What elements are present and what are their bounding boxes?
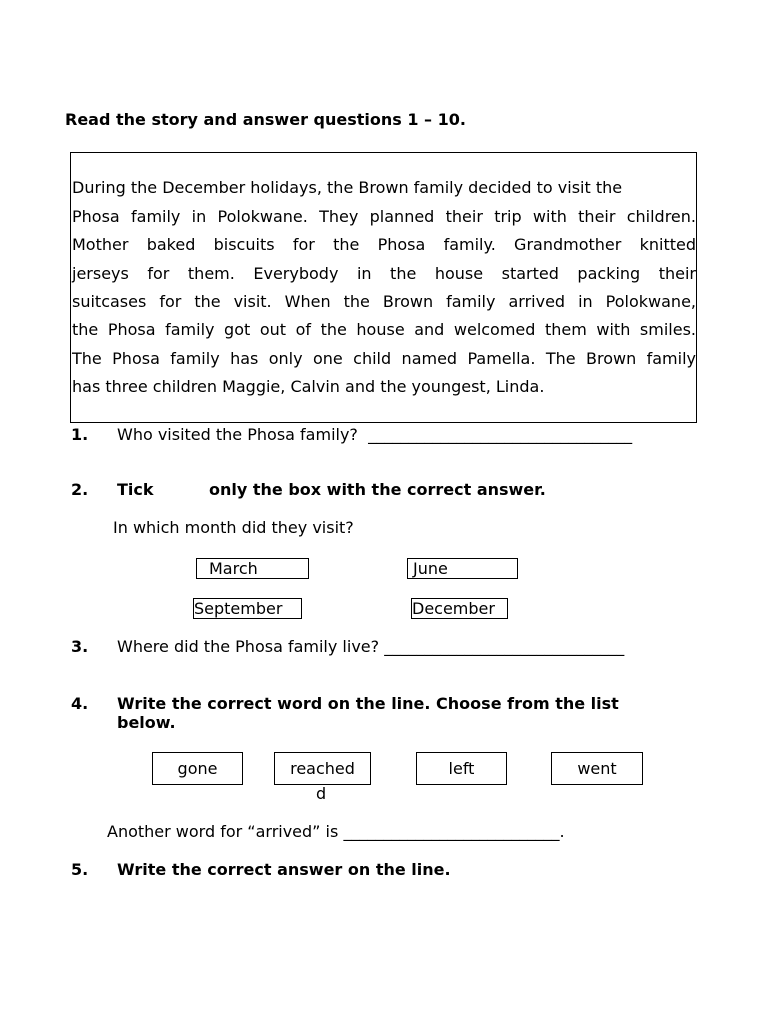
answer-line[interactable]: _________________________________	[368, 425, 633, 444]
question-number: 4.	[71, 694, 89, 713]
question-text: Who visited the Phosa family?	[117, 425, 358, 444]
question-4-instruction-line1: Write the correct word on the line. Choose from the list	[117, 694, 619, 713]
answer-line[interactable]: ______________________________	[384, 637, 625, 656]
tick-word: Tick	[117, 480, 154, 499]
question-5-instruction: Write the correct answer on the line.	[117, 860, 451, 879]
story-line: During the December holidays, the Brown family decided to visit the	[72, 178, 623, 197]
word-gone-box[interactable]: gone	[152, 752, 243, 785]
story-line: the Phosa family got out of the house and welcomed them with smiles.	[72, 320, 696, 339]
story-line: jerseys for them. Everybody in the house started packing their	[72, 264, 696, 283]
question-4-sentence	[107, 822, 565, 841]
question-number: 2.	[71, 480, 89, 499]
answer-line[interactable]: ___________________________.	[343, 822, 565, 841]
question-3-text	[117, 637, 624, 656]
question-2-instruction: only the box with the correct answer.	[209, 480, 546, 499]
story-line: has three children Maggie, Calvin and the youngest, Linda.	[72, 377, 545, 396]
instruction-heading: Read the story and answer questions 1 – 10.	[65, 110, 466, 129]
question-text: Where did the Phosa family live?	[117, 637, 380, 656]
sentence-prefix: Another word for “arrived” is	[107, 822, 339, 841]
option-june-box[interactable]: June	[407, 558, 518, 579]
word-left-box[interactable]: left	[416, 752, 507, 785]
story-line: Mother baked biscuits for the Phosa family. Grandmother knitted	[72, 235, 696, 254]
word-overflow-letter: d	[316, 784, 327, 803]
question-number: 5.	[71, 860, 89, 879]
question-number: 3.	[71, 637, 89, 656]
word-reached-box[interactable]: reached	[274, 752, 371, 785]
story-line: Phosa family in Polokwane. They planned their trip with their children.	[72, 207, 696, 226]
option-september-box[interactable]: September	[193, 598, 302, 619]
story-line: suitcases for the visit. When the Brown family arrived in Polokwane,	[72, 292, 696, 311]
option-december-box[interactable]: December	[411, 598, 508, 619]
story-line: The Phosa family has only one child named Pamella. The Brown family	[72, 349, 696, 368]
word-went-box[interactable]: went	[551, 752, 643, 785]
question-1-text	[117, 425, 632, 444]
option-march-box[interactable]: March	[196, 558, 309, 579]
question-text: In which month did they visit?	[113, 518, 354, 537]
question-4-instruction-line2: below.	[117, 713, 176, 732]
question-number: 1.	[71, 425, 89, 444]
